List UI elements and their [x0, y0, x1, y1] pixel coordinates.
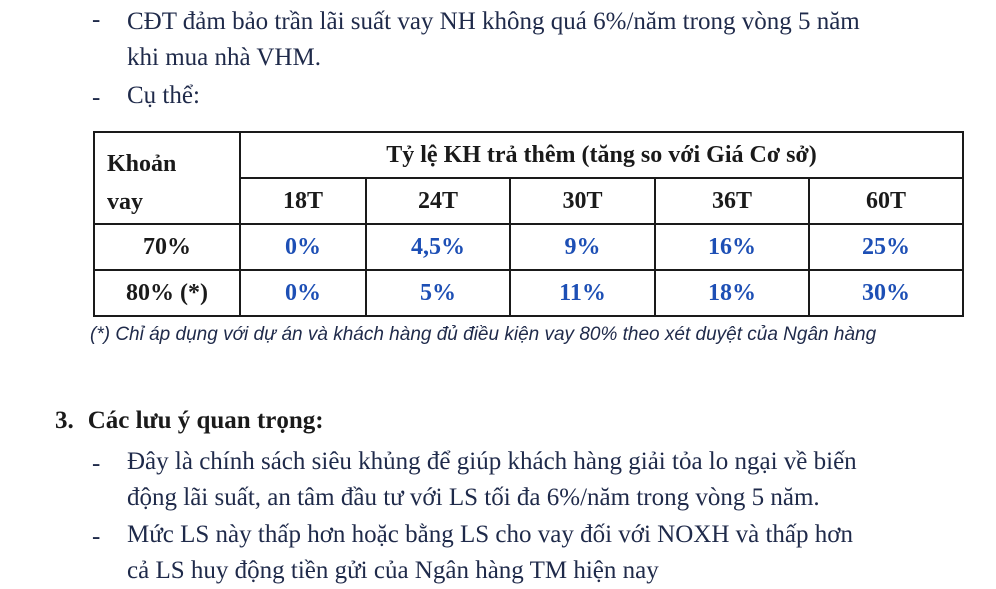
rate-cell: 0%: [240, 224, 366, 270]
rate-cell: 18%: [655, 270, 809, 316]
bullet-line: Đây là chính sách siêu khủng để giúp khách hàng giải tỏa lo ngại về biến: [127, 448, 857, 475]
rate-cell: 30%: [809, 270, 963, 316]
bullet-line: động lãi suất, an tâm đầu tư với LS tối đa 6%/năm trong vòng 5 năm.: [127, 484, 820, 511]
term-header: 30T: [510, 178, 655, 224]
bullet-line: Mức LS này thấp hơn hoặc bằng LS cho vay đối với NOXH và thấp hơn: [127, 521, 854, 548]
rate-cell: 9%: [510, 224, 655, 270]
table-row: [94, 270, 963, 316]
table-row: [94, 224, 963, 270]
loan-ratio-cell: 80% (*): [94, 270, 240, 316]
bullet-text: [127, 517, 853, 589]
section-heading: [55, 407, 324, 435]
bullet-line: khi mua nhà VHM.: [127, 44, 321, 71]
term-header: 36T: [655, 178, 809, 224]
loan-ratio-cell: 70%: [94, 224, 240, 270]
rate-cell: 0%: [240, 270, 366, 316]
group-column-header: Tỷ lệ KH trả thêm (tăng so với Giá Cơ sở): [240, 132, 963, 178]
rate-cell: 5%: [366, 270, 510, 316]
loan-header-line: Khoản: [107, 151, 177, 177]
bullet-text: [127, 444, 857, 516]
loan-header-line: vay: [107, 189, 143, 215]
interest-rate-table: [93, 131, 964, 317]
bullet-marker: -: [92, 84, 101, 111]
rate-cell: 16%: [655, 224, 809, 270]
bullet-marker: -: [92, 6, 101, 33]
table-header-row: [94, 132, 963, 178]
table-footnote: (*) Chỉ áp dụng với dự án và khách hàng đủ điều kiện vay 80% theo xét duyệt của Ngân hàng: [90, 324, 877, 345]
bullet-line: Cụ thể:: [127, 82, 200, 109]
rate-cell: 4,5%: [366, 224, 510, 270]
bullet-text: [127, 4, 860, 76]
bullet-line: cả LS huy động tiền gửi của Ngân hàng TM hiện nay: [127, 557, 659, 584]
section-title: Các lưu ý quan trọng:: [87, 407, 324, 434]
term-header: 18T: [240, 178, 366, 224]
bullet-text: [127, 78, 200, 114]
term-header: 60T: [809, 178, 963, 224]
bullet-line: CĐT đảm bảo trần lãi suất vay NH không quá 6%/năm trong vòng 5 năm: [127, 8, 860, 35]
section-number: 3.: [55, 407, 74, 434]
rate-cell: 11%: [510, 270, 655, 316]
loan-column-header: [94, 132, 240, 224]
bullet-marker: -: [92, 450, 101, 477]
term-header: 24T: [366, 178, 510, 224]
rate-cell: 25%: [809, 224, 963, 270]
bullet-marker: -: [92, 523, 101, 550]
